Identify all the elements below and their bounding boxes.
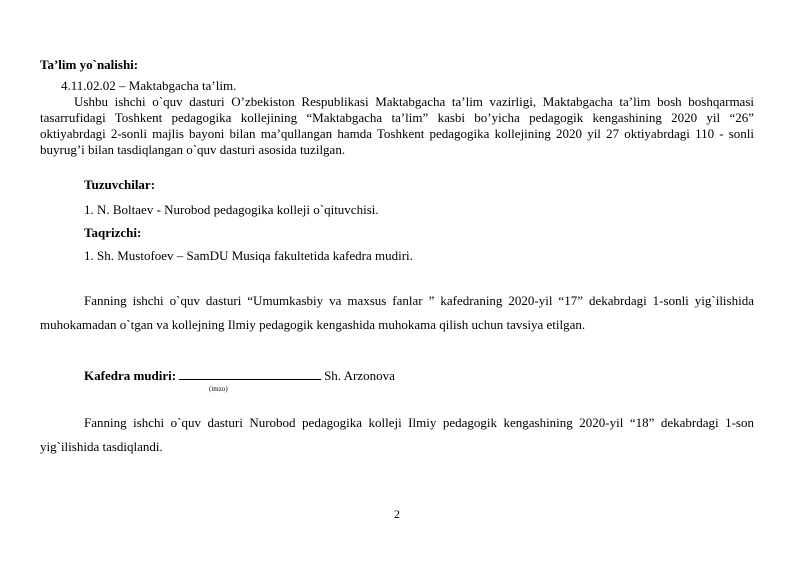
- head-label: Kafedra mudiri:: [84, 368, 177, 383]
- reviewer-label: Taqrizchi:: [84, 225, 142, 240]
- approval-line: yig`ilishida tasdiqlandi.: [40, 439, 163, 454]
- recommendation-line: muhokamadan o`tgan va kollejning Ilmiy pedagogik kengashida muhokama qilish uchun tavsiya etilgan.: [40, 317, 586, 332]
- intro-line: tasarrufidagi Toshkent pedagogika kollejining “Maktabgacha ta’lim” kasbi bo’yicha pedagogik kengashining 2020 yil “26”: [40, 110, 754, 125]
- intro-line: Ushbu ishchi o`quv dasturi O’zbekiston Respublikasi Maktabgacha ta’lim vazirligi, Maktabgacha ta’lim bosh boshqarmasi: [74, 94, 754, 109]
- compilers-label: Tuzuvchilar:: [84, 177, 156, 192]
- intro-line: oktiyabrdagi 2-sonli majlis bayoni bilan ma’qullangan hamda Toshkent pedagogika kollejining 2020 yil 27 oktiyabrdagi 110 - sonli: [40, 126, 754, 141]
- reviewer-entry: 1. Sh. Mustofoev – SamDU Musiqa fakultetida kafedra mudiri.: [84, 248, 413, 263]
- signature-line: [179, 367, 321, 380]
- signature-caption: (imzo): [209, 385, 228, 393]
- direction-code: 4.11.02.02 – Maktabgacha ta’lim.: [61, 78, 237, 93]
- approval-line: Fanning ishchi o`quv dasturi Nurobod pedagogika kolleji Ilmiy pedagogik kengashining 2020-yil “18” dekabrdagi 1-son: [84, 415, 754, 430]
- page-number: 2: [394, 507, 400, 521]
- signature-block: [84, 367, 395, 384]
- intro-line: buyrug’i bilan tasdiqlangan o`quv dasturi asosida tuzilgan.: [40, 142, 346, 157]
- head-name: Sh. Arzonova: [324, 368, 395, 383]
- compiler-entry: 1. N. Boltaev - Nurobod pedagogika kolleji o`qituvchisi.: [84, 202, 379, 217]
- section-heading: Ta’lim yo`nalishi:: [40, 57, 139, 72]
- recommendation-line: Fanning ishchi o`quv dasturi “Umumkasbiy va maxsus fanlar ” kafedraning 2020-yil “17” dekabrdagi 1-sonli yig`ilishida: [84, 293, 754, 308]
